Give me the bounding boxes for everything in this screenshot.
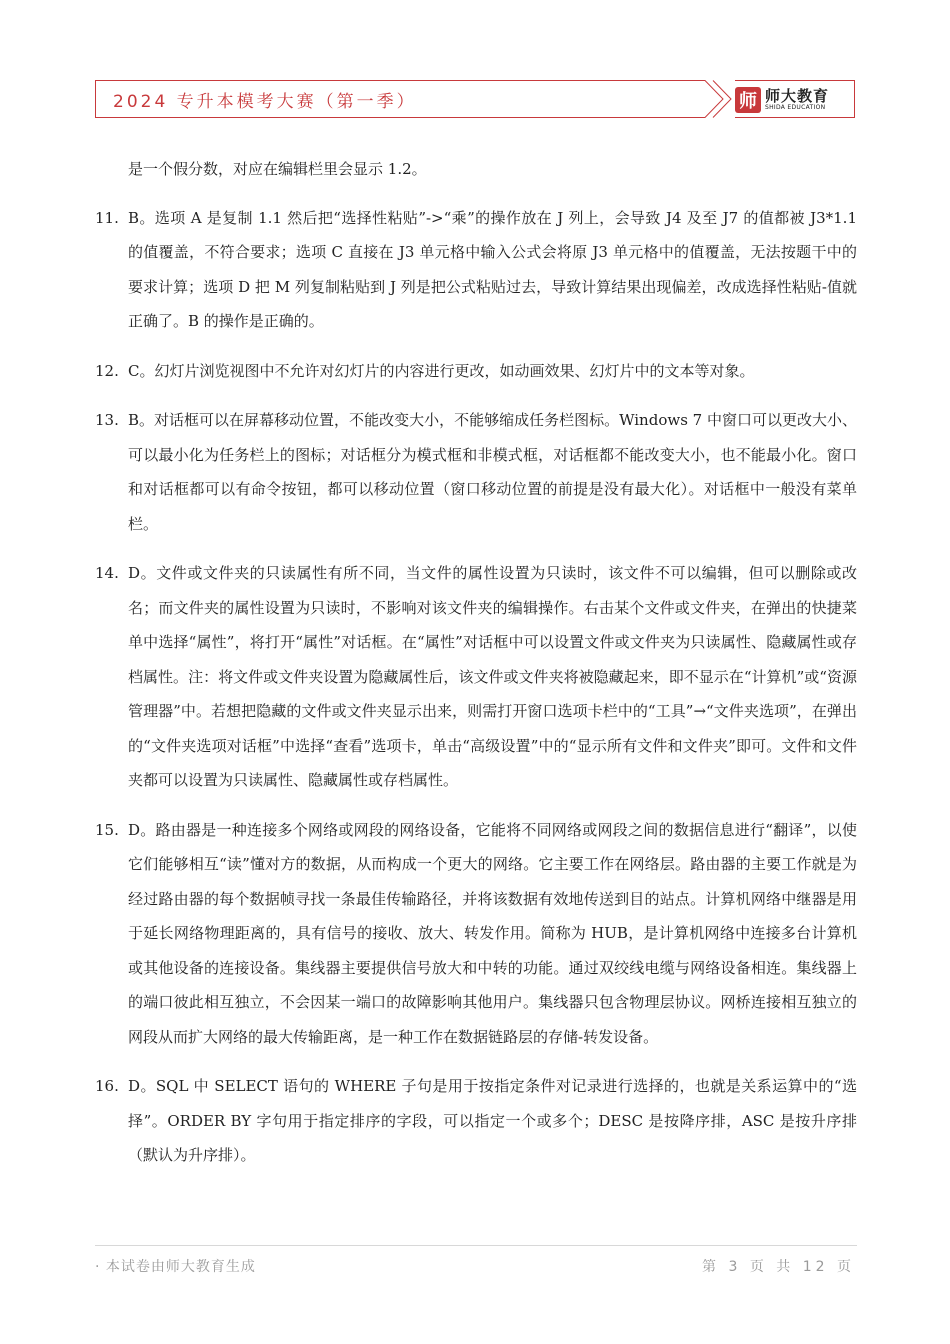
answer-item	[95, 403, 857, 541]
answer-text: D。路由器是一种连接多个网络或网段的网络设备，它能将不同网络或网段之间的数据信息进行“翻译”，以使它们能够相互“读”懂对方的数据，从而构成一个更大的网络。它主要工作在网络层。路由器的主要工作就是为经过路由器的每个数据帧寻找一条最佳传输路径，并将该数据有效地传送到目的站点。计算机网络中继器是用于延长网络物理距离的，具有信号的接收、放大、转发作用。简称为 HUB，是计算机网络中连接多台计算机或其他设备的连接设备。集线器主要提供信号放大和中转的功能。通过双绞线电缆与网络设备相连。集线器上的端口彼此相互独立，不会因某一端口的故障影响其他用户。集线器只包含物理层协议。网桥连接相互独立的网段从而扩大网络的最大传输距离，是一种工作在数据链路层的存储-转发设备。	[128, 820, 857, 1046]
answer-text: B。选项 A 是复制 1.1 然后把“选择性粘贴”->“乘”的操作放在 J 列上，会导致 J4 及至 J7 的值都被 J3*1.1 的值覆盖，不符合要求；选项 C 直接在 J3 单元格中输入公式会将原 J3 单元格中的值覆盖，无法按题干中的要求计算；选项 D 把 M 列复制粘贴到 J 列是把公式粘贴过去，导致计算结果出现偏差，改成选择性粘贴-值就正确了。B 的操作是正确的。	[128, 208, 857, 330]
answer-item	[95, 354, 857, 389]
answer-item	[95, 1069, 857, 1173]
answer-content	[95, 152, 857, 1188]
answer-number: 16.	[95, 1077, 119, 1095]
continuation-paragraph: 是一个假分数，对应在编辑栏里会显示 1.2。	[128, 160, 427, 178]
logo-mark-icon: 师	[735, 87, 761, 113]
answer-text: C。幻灯片浏览视图中不允许对幻灯片的内容进行更改，如动画效果、幻灯片中的文本等对象。	[128, 361, 755, 380]
answer-number: 11.	[95, 208, 119, 227]
answer-item	[95, 813, 857, 1055]
answer-number: 14.	[95, 564, 119, 582]
brand-logo	[735, 87, 829, 113]
answer-text: B。对话框可以在屏幕移动位置，不能改变大小，不能够缩成任务栏图标。Windows 7 中窗口可以更改大小、可以最小化为任务栏上的图标；对话框分为模式框和非模式框，对话框都不能改变大小，也不能最小化。窗口和对话框都可以有命令按钮，都可以移动位置（窗口移动位置的前提是没有最大化）。对话框中一般没有菜单栏。	[128, 411, 857, 533]
logo-name-en: SHIDA EDUCATION	[765, 104, 826, 111]
page-number: 第 3 页 共 12 页	[702, 1259, 855, 1275]
footer-divider	[95, 1245, 857, 1246]
answer-item	[95, 556, 857, 798]
answer-item	[95, 201, 857, 339]
header-title: 2024 专升本模考大赛（第一季）	[113, 92, 417, 112]
logo-name-cn: 师大教育	[765, 87, 830, 105]
answer-text: D。文件或文件夹的只读属性有所不同，当文件的属性设置为只读时，该文件不可以编辑，但可以删除或改名；而文件夹的属性设置为只读时，不影响对该文件夹的编辑操作。右击某个文件或文件夹，在弹出的快捷菜单中选择“属性”，将打开“属性”对话框。在“属性”对话框中可以设置文件或文件夹为只读属性、隐藏属性或存档属性。注：将文件或文件夹设置为隐藏属性后，该文件或文件夹将被隐藏起来，即不显示在“计算机”或“资源管理器”中。若想把隐藏的文件或文件夹显示出来，则需打开窗口选项卡栏中的“工具”→“文件夹选项”，在弹出的“文件夹选项对话框”中选择“查看”选项卡，单击“高级设置”中的“显示所有文件和文件夹”即可。文件和文件夹都可以设置为只读属性、隐藏属性或存档属性。	[128, 564, 857, 789]
answer-number: 13.	[95, 411, 119, 429]
answer-number: 12.	[95, 361, 119, 380]
answer-number: 15.	[95, 820, 119, 839]
footer-source: · 本试卷由师大教育生成	[95, 1259, 256, 1275]
answer-text: D。SQL 中 SELECT 语句的 WHERE 子句是用于按指定条件对记录进行选择的，也就是关系运算中的“选择”。ORDER BY 字句用于指定排序的字段，可以指定一个或多个；DESC 是按降序排，ASC 是按升序排（默认为升序排）。	[128, 1077, 857, 1164]
page-header	[95, 80, 855, 118]
